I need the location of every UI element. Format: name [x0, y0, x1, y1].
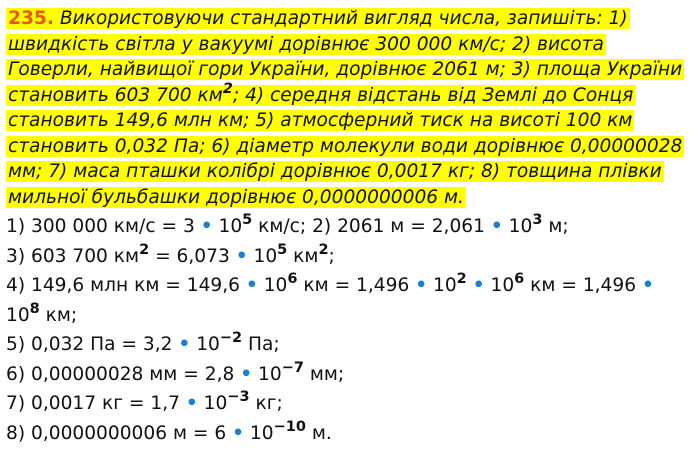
- answer-text: 10: [197, 393, 228, 414]
- answer-text: 10: [247, 245, 278, 267]
- answer-line-6: [6, 360, 691, 390]
- multiply-dot: •: [232, 422, 245, 444]
- answer-text: км = 1,496: [297, 275, 416, 296]
- answer-text: км;: [39, 304, 78, 326]
- answer-text: м.: [305, 422, 332, 444]
- answer-text: 10: [427, 275, 457, 296]
- multiply-dot: •: [178, 334, 191, 355]
- answer-line-1-2: [6, 212, 691, 242]
- exponent: 2: [318, 241, 329, 258]
- exponent: −7: [281, 359, 304, 376]
- task-statement: [6, 6, 691, 210]
- answer-text: ;: [328, 245, 335, 267]
- answer-text: км = 1,496: [524, 275, 642, 296]
- exponent: −10: [273, 418, 306, 435]
- multiply-dot: •: [490, 216, 503, 237]
- task-number: 235.: [8, 8, 54, 29]
- answer-text: 1) 300 000 км/с = 3: [6, 216, 201, 237]
- answer-line-7: [6, 389, 691, 419]
- answer-line-4: [6, 271, 691, 330]
- answer-text: 10: [244, 422, 274, 444]
- exponent: −3: [227, 389, 250, 406]
- task-highlight: [6, 8, 684, 208]
- answer-line-5: [6, 330, 691, 360]
- exponent: 5: [242, 212, 253, 229]
- answer-text: 7) 0,0017 кг = 1,7: [6, 393, 186, 414]
- task-text: Використовуючи стандартний вигляд числа, запишіть: 1) швидкість світла у вакуумі дорівнює 300 000 км/с; 2) висота Говерли, найвищої гори України, дорівнює 2061 м; 3) площа України становить 603 700 км: [8, 8, 683, 106]
- exponent: 6: [514, 271, 525, 288]
- answer-text: 3) 603 700 км: [6, 245, 140, 267]
- multiply-dot: •: [185, 393, 198, 414]
- exponent: 8: [29, 300, 40, 317]
- exponent: 5: [277, 241, 288, 258]
- task-exponent: 2: [222, 80, 233, 97]
- exponent: 6: [287, 271, 298, 288]
- answer-text: 10: [190, 334, 220, 355]
- exponent: 2: [456, 271, 467, 288]
- multiply-dot: •: [641, 275, 654, 296]
- answer-text: мм;: [303, 363, 345, 385]
- task-text-continued: ; 4) середня відстань від Землі до Сонця становить 149,6 млн км; 5) атмосферний тиск на висоті 100 км становить 0,032 Па; 6) діаметр молекули води дорівнює 0,00000028 мм; 7) маса пташки колібрі дорівнює 0,0017 кг; 8) товщина плівки мильної бульбашки дорівнює 0,0000000006 м.: [8, 84, 683, 208]
- answer-text: 10: [257, 275, 288, 296]
- answer-text: 5) 0,032 Па = 3,2: [6, 334, 179, 355]
- multiply-dot: •: [235, 245, 248, 267]
- exponent: 2: [139, 241, 150, 258]
- answer-text: 10: [502, 216, 533, 237]
- multiply-dot: •: [245, 275, 258, 296]
- multiply-dot: •: [240, 363, 253, 385]
- answer-text: м;: [542, 216, 569, 237]
- answer-text: 10: [484, 275, 515, 296]
- answer-line-8: [6, 419, 691, 449]
- multiply-dot: •: [200, 216, 213, 237]
- answer-text: = 6,073: [149, 245, 236, 267]
- answer-text: 6) 0,00000028 мм = 2,8: [6, 363, 241, 385]
- answer-text: кг;: [249, 393, 283, 414]
- answers: [6, 212, 691, 448]
- exponent: 3: [532, 212, 543, 229]
- answer-text: 8) 0,0000000006 м = 6: [6, 422, 233, 444]
- multiply-dot: •: [472, 275, 485, 296]
- answer-text: Па;: [242, 334, 280, 355]
- answer-text: км/с; 2) 2061 м = 2,061: [252, 216, 491, 237]
- answer-text: км: [287, 245, 319, 267]
- answer-text: 10: [252, 363, 282, 385]
- answer-text: 10: [212, 216, 243, 237]
- exponent: −2: [219, 330, 243, 347]
- answer-text: 4) 149,6 млн км = 149,6: [6, 275, 246, 296]
- answer-text: 10: [6, 304, 30, 326]
- answer-line-3: [6, 242, 691, 272]
- multiply-dot: •: [415, 275, 428, 296]
